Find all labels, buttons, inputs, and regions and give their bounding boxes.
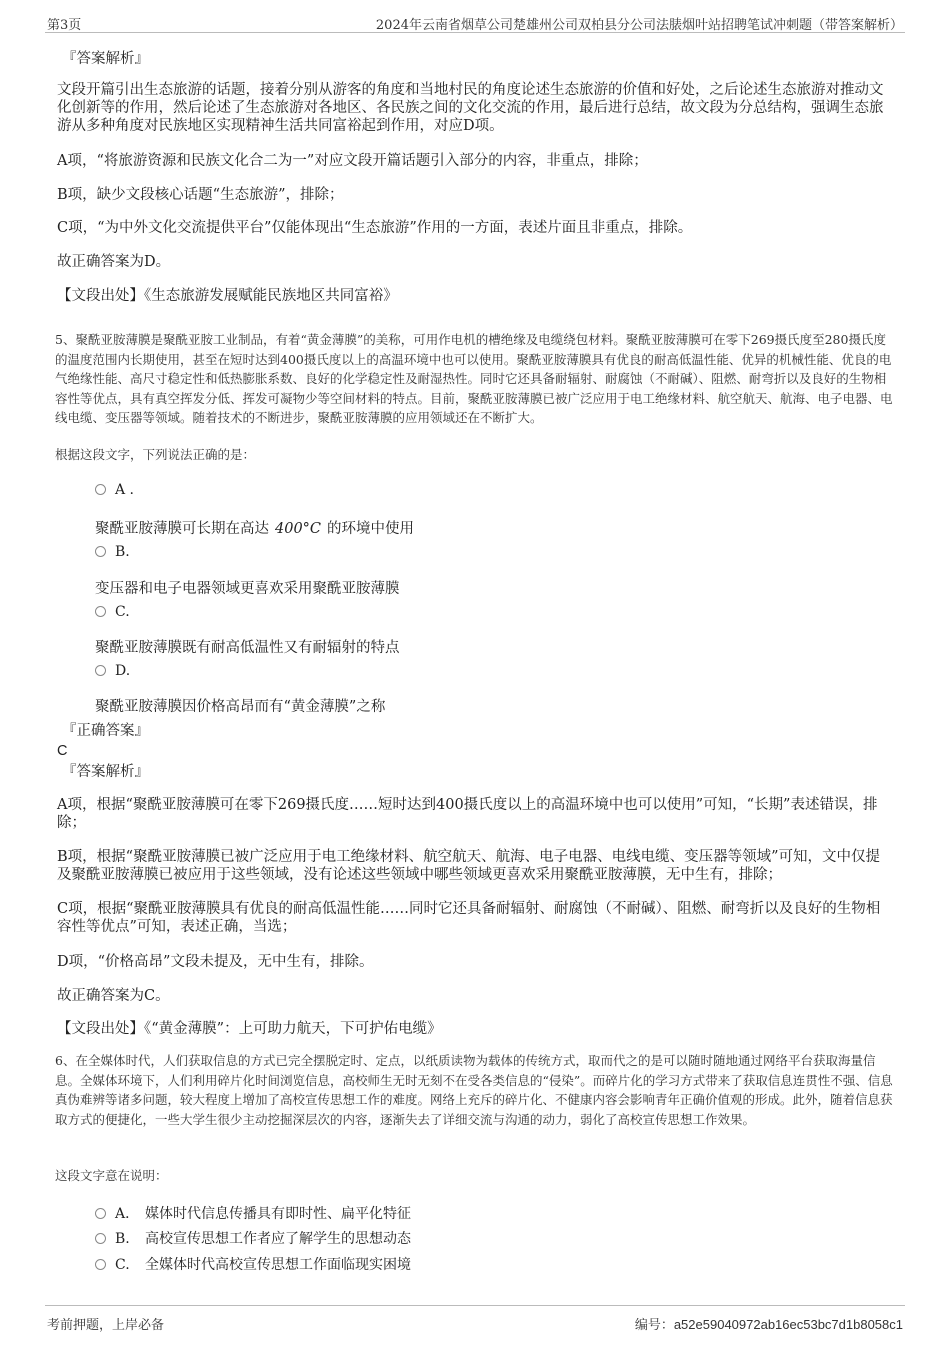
option-text: 全媒体时代高校宣传思想工作面临现实困境 bbox=[145, 1257, 411, 1273]
q6-passage: 6、在全媒体时代，人们获取信息的方式已完全摆脱定时、定点，以纸质读物为载体的传统方式，取而代之的是可以随时随地通过网络平台获取海量信息。全媒体环境下，人们利用碎片化时间浏览信息，高校师生无时无刻不在受各类信息的“侵染”。而碎片化的学习方式带来了获取信息连贯性不强、信息真伪难辨等诸多问题，较大程度上增加了高校宣传思想工作的难度。网络上充斥的碎片化、不健康内容会影响青年正确价值观的形成。此外，随着信息获取方式的便捷化，一些大学生很少主动挖掘深层次的内容，逐渐失去了详细交流与沟通的动力，弱化了高校宣传思想工作效果。 bbox=[55, 1053, 893, 1127]
option-letter: D. bbox=[115, 663, 131, 679]
q4-c-note: C项，“为中外文化交流提供平台”仅能体现出“生态旅游”作用的一方面，表述片面且非重点，排除。 bbox=[57, 220, 693, 236]
q5-passage: 5、聚酰亚胺薄膜是聚酰亚胺工业制品，有着“黄金薄膜”的美称，可用作电机的槽绝缘及电缆绕包材料。聚酰亚胺薄膜可在零下269摄氏度至280摄氏度的温度范围内长期使用，甚至在短时达到400摄氏度以上的高温环境中也可以使用。聚酰亚胺薄膜具有优良的耐高低温性能、优异的机械性能、优良的电气绝缘性能、高尺寸稳定性和低热膨胀系数、良好的化学稳定性及耐湿热性。同时它还具备耐辐射、耐腐蚀（不耐碱）、阻燃、耐弯折以及良好的生物相容性等优点，具有真空挥发分低、挥发可凝物少等空间材料的特点。目前，聚酰亚胺薄膜已被广泛应用于电工绝缘材料、航空航天、航海、电子电器、电线电缆、变压器等领域。随着技术的不断进步，聚酰亚胺薄膜的应用领域还在不断扩大。 bbox=[55, 332, 893, 425]
q5-question: 根据这段文字，下列说法正确的是： bbox=[55, 447, 256, 462]
radio-icon[interactable] bbox=[95, 606, 106, 617]
q5-answer-title: 『正确答案』 bbox=[62, 723, 149, 739]
q5-option-c[interactable] bbox=[95, 603, 130, 621]
q6-option-a[interactable] bbox=[95, 1205, 411, 1223]
q5-d-note: D项，“价格高昂”文段未提及，无中生有，排除。 bbox=[57, 954, 374, 970]
option-letter: B. bbox=[115, 544, 130, 560]
option-text: 高校宣传思想工作者应了解学生的思想动态 bbox=[145, 1231, 411, 1247]
q6-question: 这段文字意在说明： bbox=[55, 1168, 168, 1183]
q4-b-note: B项，缺少文段核心话题“生态旅游”，排除； bbox=[57, 187, 344, 203]
q5-option-d-text: 聚酰亚胺薄膜因价格高昂而有“黄金薄膜”之称 bbox=[95, 699, 386, 715]
q4-analysis-body: 文段开篇引出生态旅游的话题，接着分别从游客的角度和当地村民的角度论述生态旅游的价值和好处，之后论述生态旅游对推动文化创新等的作用，然后论述了生态旅游对各地区、各民族之间的文化交流的作用，最后进行总结，故文段为分总结构，强调生态旅游从多种角度对民族地区实现精神生活共同富裕起到作用，对应D项。 bbox=[57, 82, 884, 134]
q6-option-c[interactable] bbox=[95, 1256, 411, 1274]
option-letter: C. bbox=[115, 1257, 130, 1273]
page-footer bbox=[45, 1305, 905, 1333]
page-number: 第3页 bbox=[47, 18, 82, 33]
q5-option-a[interactable] bbox=[95, 481, 134, 499]
q5-source: 【文段出处】《“黄金薄膜”：上可助力航天，下可护佑电缆》 bbox=[57, 1021, 442, 1037]
page-header bbox=[45, 12, 905, 33]
footer-slogan: 考前押题，上岸必备 bbox=[47, 1318, 165, 1333]
radio-icon[interactable] bbox=[95, 1233, 106, 1244]
q5-conclusion: 故正确答案为C。 bbox=[57, 988, 170, 1004]
document-code: 编号：a52e59040972ab16ec53bc7d1b8058c1 bbox=[634, 1317, 903, 1333]
option-letter: A． bbox=[115, 1206, 140, 1222]
radio-icon[interactable] bbox=[95, 1208, 106, 1219]
option-letter: A . bbox=[115, 482, 135, 498]
q5-analysis-title: 『答案解析』 bbox=[62, 764, 149, 780]
radio-icon[interactable] bbox=[95, 484, 106, 495]
option-letter: B. bbox=[115, 1231, 130, 1247]
option-letter: C. bbox=[115, 604, 130, 620]
q5-option-b-text: 变压器和电子电器领域更喜欢采用聚酰亚胺薄膜 bbox=[95, 581, 400, 597]
option-text: 媒体时代信息传播具有即时性、扁平化特征 bbox=[145, 1206, 411, 1222]
q5-option-a-text: 聚酰亚胺薄膜可长期在高达 400°C 的环境中使用 bbox=[95, 521, 415, 537]
radio-icon[interactable] bbox=[95, 1259, 106, 1270]
q5-option-c-text: 聚酰亚胺薄膜既有耐高低温性又有耐辐射的特点 bbox=[95, 640, 400, 656]
temperature-math: 400°C bbox=[275, 521, 322, 537]
q4-a-note: A项，“将旅游资源和民族文化合二为一”对应文段开篇话题引入部分的内容，非重点，排除； bbox=[57, 153, 648, 169]
radio-icon[interactable] bbox=[95, 546, 106, 557]
q4-conclusion: 故正确答案为D。 bbox=[57, 254, 171, 270]
q5-c-note: C项，根据“聚酰亚胺薄膜具有优良的耐高低温性能……同时它还具备耐辐射、耐腐蚀（不耐碱）、阻燃、耐弯折以及良好的生物相容性等优点”可知，表述正确，当选； bbox=[57, 901, 881, 935]
q5-answer: C bbox=[57, 743, 68, 759]
radio-icon[interactable] bbox=[95, 665, 106, 676]
document-title: 2024年云南省烟草公司楚雄州公司双柏县分公司法脿烟叶站招聘笔试冲刺题（带答案解析） bbox=[375, 18, 903, 33]
q5-option-b[interactable] bbox=[95, 543, 130, 561]
q5-b-note: B项，根据“聚酰亚胺薄膜已被广泛应用于电工绝缘材料、航空航天、航海、电子电器、电线电缆、变压器等领域”可知，文中仅提及聚酰亚胺薄膜已被应用于这些领域，没有论述这些领域中哪些领域更喜欢采用聚酰亚胺薄膜，无中生有，排除； bbox=[57, 849, 880, 883]
q6-option-b[interactable] bbox=[95, 1230, 411, 1248]
q4-source: 【文段出处】《生态旅游发展赋能民族地区共同富裕》 bbox=[57, 288, 398, 304]
q5-a-note: A项，根据“聚酰亚胺薄膜可在零下269摄氏度……短时达到400摄氏度以上的高温环境中也可以使用”可知，“长期”表述错误，排除； bbox=[57, 797, 878, 831]
q4-analysis-title: 『答案解析』 bbox=[62, 51, 149, 67]
q5-option-d[interactable] bbox=[95, 662, 130, 680]
